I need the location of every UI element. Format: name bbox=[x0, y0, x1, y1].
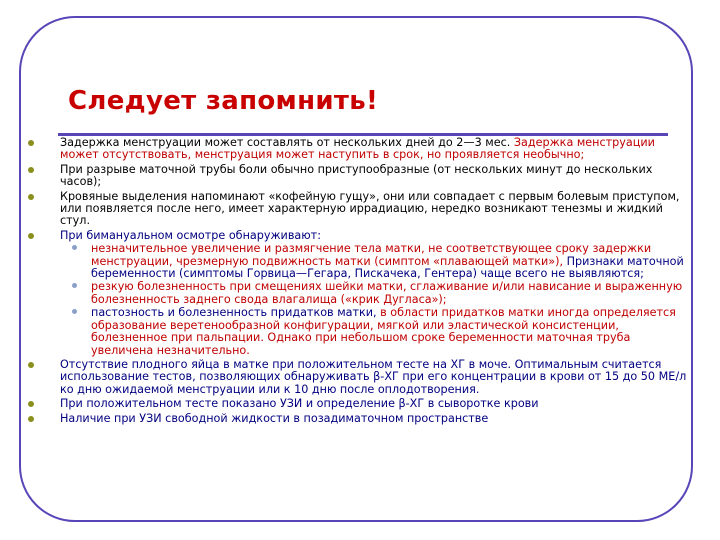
sub-item-text-highlight: в области придатков матки иногда определяется образование веретенообразной конфигурации, мягкой или эластической консистенции, болезненное при пальпации. Однако при небольшом сроке беременности маточная труба увеличена незначительно. bbox=[91, 306, 676, 357]
sub-item-text-highlight: резкую болезненность при смещениях шейки матки, сглаживание и/или нависание и выраженную болезненность заднего свода влагалища («крик Дугласа»); bbox=[91, 280, 683, 306]
item-text-highlight: Задержка менструации может отсутствовать, менструация может наступить в срок, но проявляется необычно; bbox=[60, 136, 655, 162]
bullet-icon bbox=[28, 401, 34, 407]
bullet-icon bbox=[28, 416, 34, 422]
sub-list-item bbox=[0, 307, 720, 357]
list-item bbox=[0, 359, 720, 396]
slide-title: Следует запомнить! bbox=[68, 86, 379, 116]
sub-item-text: пастозность и болезненность придатков матки, bbox=[91, 306, 377, 320]
item-text: При положительном тесте показано УЗИ и определение β-ХГ в сыворотке крови bbox=[60, 397, 539, 411]
list-item bbox=[0, 230, 720, 242]
sub-bullet-icon bbox=[72, 245, 77, 250]
item-text: Задержка менструации может составлять от нескольких дней до 2—3 мес. bbox=[60, 136, 511, 149]
sub-bullet-icon bbox=[72, 309, 77, 314]
item-text: Отсутствие плодного яйца в матке при положительном тесте на ХГ в моче. Оптимальным считается использование тестов, позволяющих обнаруживать β-ХГ при его концентрации в крови от 15 до 50 МЕ/л ко дню ожидаемой менструации или к 10 дню после оплодотворения. bbox=[60, 357, 687, 396]
sub-item-text-highlight: незначительное увеличение и размягчение тела матки, не соответствующее сроку задержки менструации, чрезмерную подвижность матки (симптом «плавающей матки»), bbox=[91, 242, 652, 268]
list-item bbox=[0, 413, 720, 425]
list-item bbox=[0, 191, 720, 228]
list-item bbox=[0, 398, 720, 410]
list-item bbox=[0, 137, 720, 162]
bullet-icon bbox=[28, 194, 34, 200]
item-text: При бимануальном осмотре обнаруживают: bbox=[60, 228, 321, 242]
item-text: При разрыве маточной трубы боли обычно приступообразные (от нескольких минут до нескольких часов); bbox=[60, 162, 653, 189]
bullet-icon bbox=[28, 140, 34, 146]
bullet-icon bbox=[28, 167, 34, 173]
list-item bbox=[0, 164, 720, 189]
bullet-icon bbox=[28, 233, 34, 239]
sub-bullet-icon bbox=[72, 283, 77, 288]
slide-content bbox=[0, 137, 720, 425]
item-text: Кровяные выделения напоминают «кофейную гущу», они или совпадает с первым болевым приступом, или появляется после него, имеет характерную иррадиацию, нередко возникают тенезмы и жидкий стул. bbox=[60, 189, 680, 228]
item-text: Наличие при УЗИ свободной жидкости в позадиматочном пространстве bbox=[60, 411, 489, 425]
sub-list-item bbox=[0, 281, 720, 306]
sub-list-item bbox=[0, 243, 720, 280]
bullet-icon bbox=[28, 362, 34, 368]
sub-item-text: Признаки маточной беременности (симптомы Горвица—Гегара, Пискачека, Гентера) чаще всего не выявляются; bbox=[91, 254, 684, 281]
